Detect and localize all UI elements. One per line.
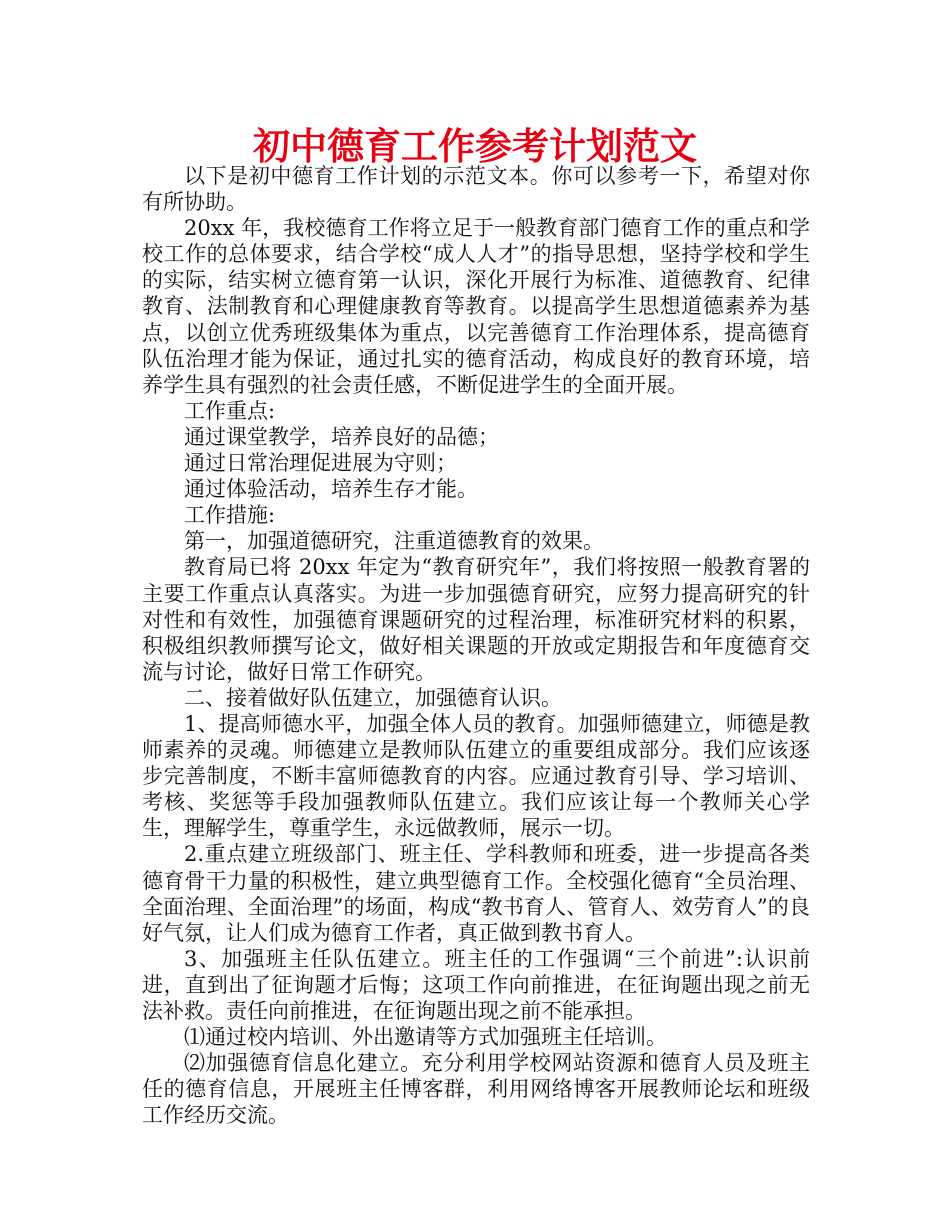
list-item-focus-1: 通过课堂教学，培养良好的品德；: [184, 424, 499, 449]
list-item-focus-3: 通过体验活动，培养生存才能。: [184, 477, 478, 502]
measure-2-item-3: 3、加强班主任队伍建立。班主任的工作强调“三个前进”:认识前进，直到出了征询题才后悔；这项工作向前推进，在征询题出现之前无法补救。责任向前推进，在征询题出现之前不能承担。: [142, 946, 810, 1023]
measure-2-heading: 二、接着做好队伍建立，加强德育认识。: [184, 685, 562, 710]
measure-1-heading: 第一，加强道德研究，注重道德教育的效果。: [184, 529, 604, 554]
heading-work-focus: 工作重点:: [184, 398, 276, 423]
measure-2-item-1: 1、提高师德水平，加强全体人员的教育。加强师德建立，师德是教师素养的灵魂。师德建立是教师队伍建立的重要组成部分。我们应该逐步完善制度，不断丰富师德教育的内容。应通过教育引导、学习培训、考核、奖惩等手段加强教师队伍建立。我们应该让每一个教师关心学生，理解学生，尊重学生，永远做教师，展示一切。: [142, 711, 810, 841]
heading-work-measures: 工作措施:: [184, 503, 276, 528]
sub-item-2: ⑵加强德育信息化建立。充分利用学校网站资源和德育人员及班主任的德育信息，开展班主任博客群，利用网络博客开展教师论坛和班级工作经历交流。: [142, 1051, 810, 1128]
measure-1-body: 教育局已将 20xx 年定为“教育研究年”，我们将按照一般教育署的主要工作重点认真落实。为进一步加强德育研究，应努力提高研究的针对性和有效性，加强德育课题研究的过程治理，标准研究材料的积累，积极组织教师撰写论文，做好相关课题的开放或定期报告和年度德育交流与讨论，做好日常工作研究。: [142, 555, 810, 684]
paragraph-overview: 20xx 年，我校德育工作将立足于一般教育部门德育工作的重点和学校工作的总体要求，结合学校“成人人才”的指导思想，坚持学校和学生的实际，结实树立德育第一认识，深化开展行为标准、道德教育、纪律教育、法制教育和心理健康教育等教育。以提高学生思想道德素养为基点，以创立优秀班级集体为重点，以完善德育工作治理体系，提高德育队伍治理才能为保证，通过扎实的德育活动，构成良好的教育环境，培养学生具有强烈的社会责任感，不断促进学生的全面开展。: [142, 216, 810, 397]
sub-item-1: ⑴通过校内培训、外出邀请等方式加强班主任培训。: [184, 1025, 667, 1050]
document-body: [142, 163, 810, 1128]
document-title: 初中德育工作参考计划范文: [253, 125, 697, 168]
list-item-focus-2: 通过日常治理促进展为守则；: [184, 451, 457, 476]
measure-2-item-2: 2.重点建立班级部门、班主任、学科教师和班委，进一步提高各类德育骨干力量的积极性，建立典型德育工作。全校强化德育“全员治理、全面治理、全面治理”的场面，构成“教书育人、管育人、效劳育人”的良好气氛，让人们成为德育工作者，真正做到教书育人。: [142, 842, 810, 945]
paragraph-intro: 以下是初中德育工作计划的示范文本。你可以参考一下，希望对你有所协助。: [142, 164, 810, 215]
